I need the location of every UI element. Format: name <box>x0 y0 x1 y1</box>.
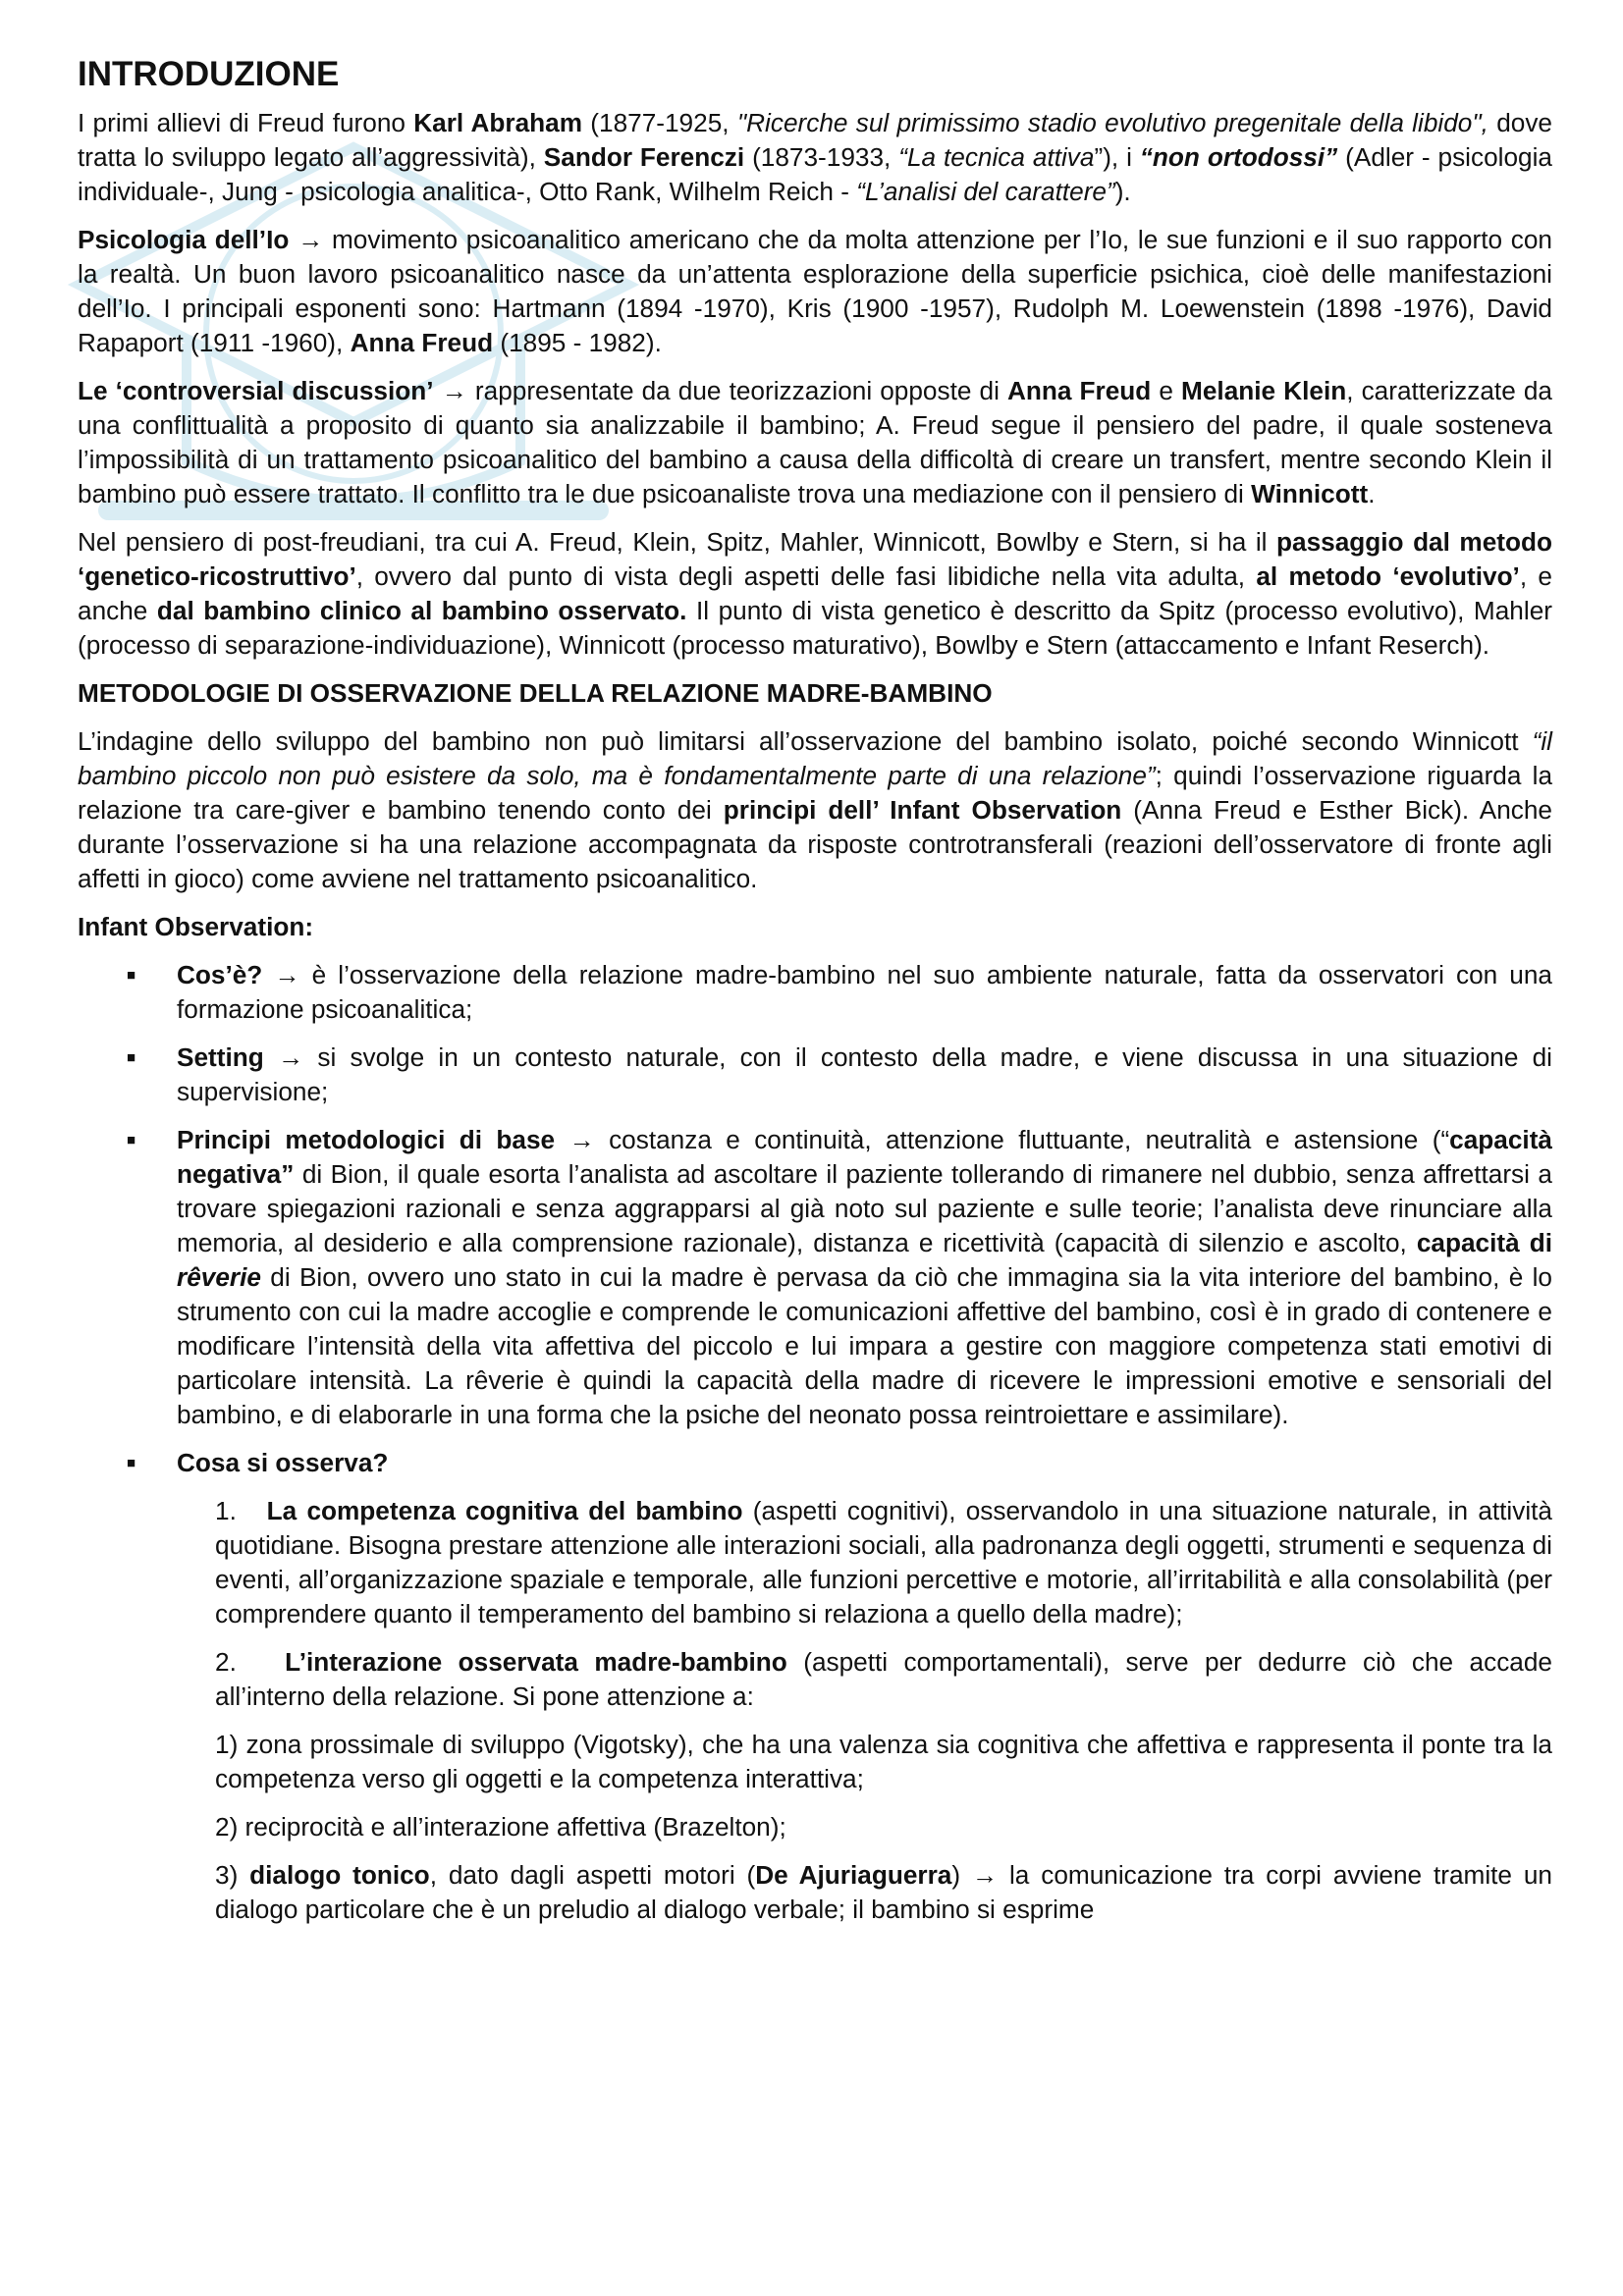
numbered-item-2: 2. L’interazione osservata madre-bambino (aspetti comportamentali), serve per dedurre ciò che accade all’interno della relazione. Si pone attenzione a: <box>215 1646 1552 1711</box>
page-title: INTRODUZIONE <box>78 55 340 93</box>
bullet-principi: ■ Principi metodologici di base → costanza e continuità, attenzione fluttuante, neutralità e astensione (“capacità negativa” di Bion, il quale esorta l’analista ad ascoltare il paziente tollerando di rimanere nel dubbio, senza affrettarsi a trovare spiegazioni razionali e senza aggrapparsi al già noto sul paziente e sulle teorie; l’analista deve rinunciare alla memoria, al desiderio e alla comprensione razionale), distanza e ricettività (capacità di silenzio e ascolto, capacità di rêverie di Bion, ovvero uno stato in cui la madre è pervasa da ciò che immagina sia la vita interiore del bambino, è lo strumento con cui la madre accoglie e comprende le comunicazioni affettive del bambino, così è in grado di contenere e modificare l’intensità della vita affettiva del piccolo e lui impara a gestire con maggiore competenza stati emotivi di particolare intensità. La rêverie è quindi la capacità della madre di ricevere le impressioni emotive e sensoriali del bambino, e di elaborarle in una forma che la psiche del neonato possa reintroiettare e assimilare). <box>78 1123 1552 1432</box>
sub-item-2: 2) reciprocità e all’interazione affettiva (Brazelton); <box>215 1811 786 1842</box>
sub-item-3: 3) dialogo tonico, dato dagli aspetti motori (De Ajuriaguerra) → la comunicazione tra corpi avviene tramite un dialogo particolare che è un preludio al dialogo verbale; il bambino si esprime <box>215 1859 1552 1924</box>
bullet-cose: ■ Cos’è? → è l’osservazione della relazione madre-bambino nel suo ambiente naturale, fatta da osservatori con una formazione psicoanalitica; <box>78 958 1552 1027</box>
bullet-list <box>78 958 1552 1480</box>
bullet-setting: ■ Setting → si svolge in un contesto naturale, con il contesto della madre, e viene discussa in una situazione di supervisione; <box>78 1041 1552 1109</box>
sub-item-1: 1) zona prossimale di sviluppo (Vigotsky), che ha una valenza sia cognitiva che affettiva e rappresenta il ponte tra la competenza verso gli oggetti e la competenza interattiva; <box>215 1729 1552 1793</box>
controversial-paragraph: Le ‘controversial discussion’ → rappresentate da due teorizzazioni opposte di Anna Freud e Melanie Klein, caratterizzate da una conflittualità a proposito di quanto sia analizzabile il bambino; A. Freud segue il pensiero del padre, il quale sosteneva l’impossibilità di un trattamento psicoanalitico del bambino a causa della difficoltà di creare un transfert, mentre secondo Klein il bambino può essere trattato. Il conflitto tra le due psicoanaliste trova una mediazione con il pensiero di Winnicott. <box>78 375 1552 508</box>
post-freudiani-paragraph: Nel pensiero di post-freudiani, tra cui A. Freud, Klein, Spitz, Mahler, Winnicott, Bowlby e Stern, si ha il passaggio dal metodo ‘genetico-ricostruttivo’, ovvero dal punto di vista degli aspetti delle fasi libidiche nella vita adulta, al metodo ‘evolutivo’, e anche dal bambino clinico al bambino osservato. Il punto di vista genetico è descritto da Spitz (processo evolutivo), Mahler (processo di separazione-individuazione), Winnicott (processo maturativo), Bowlby e Stern (attaccamento e Infant Reserch). <box>78 526 1552 660</box>
metodologie-heading: METODOLOGIE DI OSSERVAZIONE DELLA RELAZIONE MADRE-BAMBINO <box>78 677 993 708</box>
bullet-cosa-si-osserva: ■ Cosa si osserva? <box>78 1446 1552 1480</box>
psicologia-io-paragraph: Psicologia dell’Io → movimento psicoanalitico americano che da molta attenzione per l’Io, le sue funzioni e il suo rapporto con la realtà. Un buon lavoro psicoanalitico nasce da un’attenta esplorazione della superficie psichica, cioè delle manifestazioni dell’Io. I principali esponenti sono: Hartmann (1894 -1970), Kris (1900 -1957), Rudolph M. Loewenstein (1898 -1976), David Rapaport (1911 -1960), Anna Freud (1895 - 1982). <box>78 224 1552 357</box>
document-page <box>78 53 1552 1941</box>
infant-observation-heading: Infant Observation: <box>78 911 314 941</box>
intro-paragraph: I primi allievi di Freud furono Karl Abraham (1877-1925, "Ricerche sul primissimo stadio evolutivo pregenitale della libido", dove tratta lo sviluppo legato all’aggressività), Sandor Ferenczi (1873-1933, “La tecnica attiva”), i “non ortodossi” (Adler - psicologia individuale-, Jung - psicologia analitica-, Otto Rank, Wilhelm Reich - “L’analisi del carattere”). <box>78 107 1552 206</box>
numbered-item-1: 1. La competenza cognitiva del bambino (aspetti cognitivi), osservandolo in una situazione naturale, in attività quotidiane. Bisogna prestare attenzione alle interazioni sociali, alla padronanza degli oggetti, strumenti e sequenza di eventi, all’organizzazione spaziale e temporale, alle funzioni percettive e motorie, all’irritabilità e alla consolabilità (per comprendere quanto il temperamento del bambino si relaziona a quello della madre); <box>215 1495 1553 1629</box>
numbered-list <box>215 1494 1552 1927</box>
indagine-paragraph: L’indagine dello sviluppo del bambino non può limitarsi all’osservazione del bambino isolato, poiché secondo Winnicott “il bambino piccolo non può esistere da solo, ma è fondamentalmente parte di una relazione”; quindi l’osservazione riguarda la relazione tra care-giver e bambino tenendo conto dei principi dell’ Infant Observation (Anna Freud e Esther Bick). Anche durante l’osservazione si ha una relazione accompagnata da risposte controtransferali (reazioni dell’osservatore di fronte agli affetti in gioco) come avviene nel trattamento psicoanalitico. <box>78 725 1553 893</box>
